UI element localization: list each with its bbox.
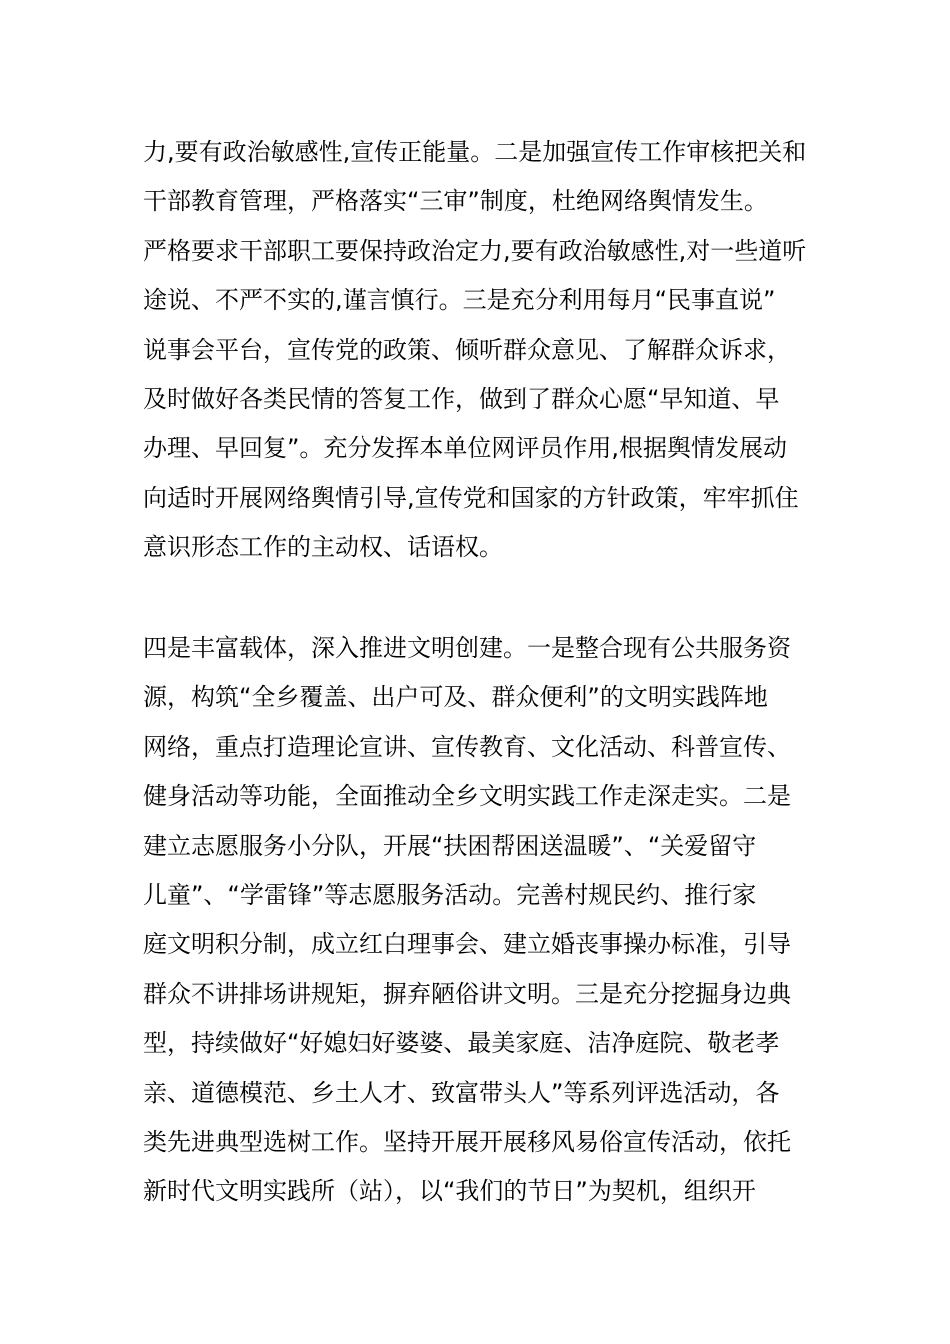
text-line: 源，构筑“全乡覆盖、出户可及、群众便利”的文明实践阵地 xyxy=(143,683,768,712)
text-line: 四是丰富载体，深入推进文明创建。一是整合现有公共服务资 xyxy=(143,634,791,662)
text-line: 及时做好各类民情的答复工作，做到了群众心愿“早知道、早 xyxy=(143,385,780,414)
paragraph-ideology-work xyxy=(143,128,823,573)
text-line: 向适时开展网络舆情引导,宣传党和国家的方针政策，牢牢抓住 xyxy=(143,483,799,512)
paragraph-civilization-building xyxy=(143,624,823,1217)
text-line: 严格要求干部职工要保持政治定力,要有政治敏感性,对一些道听 xyxy=(143,236,807,265)
text-line: 意识形态工作的主动权、话语权。 xyxy=(143,533,503,562)
text-line: 途说、不严不实的,谨言慎行。三是充分利用每月“民事直说” xyxy=(143,286,776,315)
text-line: 健身活动等功能，全面推动全乡文明实践工作走深走实。二是 xyxy=(143,782,791,811)
text-line: 办理、早回复”。充分发挥本单位网评员作用,根据舆情发展动 xyxy=(143,434,788,463)
text-line: 群众不讲排场讲规矩，摒弃陋俗讲文明。三是充分挖掘身边典 xyxy=(143,979,791,1008)
text-line: 干部教育管理，严格落实“三审”制度，杜绝网络舆情发生。 xyxy=(143,187,768,216)
text-line: 网络，重点打造理论宣讲、宣传教育、文化活动、科普宣传、 xyxy=(143,732,791,761)
text-line: 说事会平台，宣传党的政策、倾听群众意见、了解群众诉求， xyxy=(143,335,791,364)
text-line: 新时代文明实践所（站），以“我们的节日”为契机，组织开 xyxy=(143,1177,756,1206)
text-line: 类先进典型选树工作。坚持开展开展移风易俗宣传活动，依托 xyxy=(143,1128,791,1157)
text-line: 型，持续做好“好媳妇好婆婆、最美家庭、洁净庭院、敬老孝 xyxy=(143,1029,780,1058)
text-line: 庭文明积分制，成立红白理事会、建立婚丧事操办标准，引导 xyxy=(143,930,791,959)
text-line: 儿童”、“学雷锋”等志愿服务活动。完善村规民约、推行家 xyxy=(143,881,757,910)
text-line: 建立志愿服务小分队，开展“扶困帮困送温暖”、“关爱留守 xyxy=(143,831,757,860)
text-line: 力,要有政治敏感性,宣传正能量。二是加强宣传工作审核把关和 xyxy=(143,138,807,166)
text-line: 亲、道德模范、乡土人才、致富带头人”等系列评选活动，各 xyxy=(143,1078,780,1107)
